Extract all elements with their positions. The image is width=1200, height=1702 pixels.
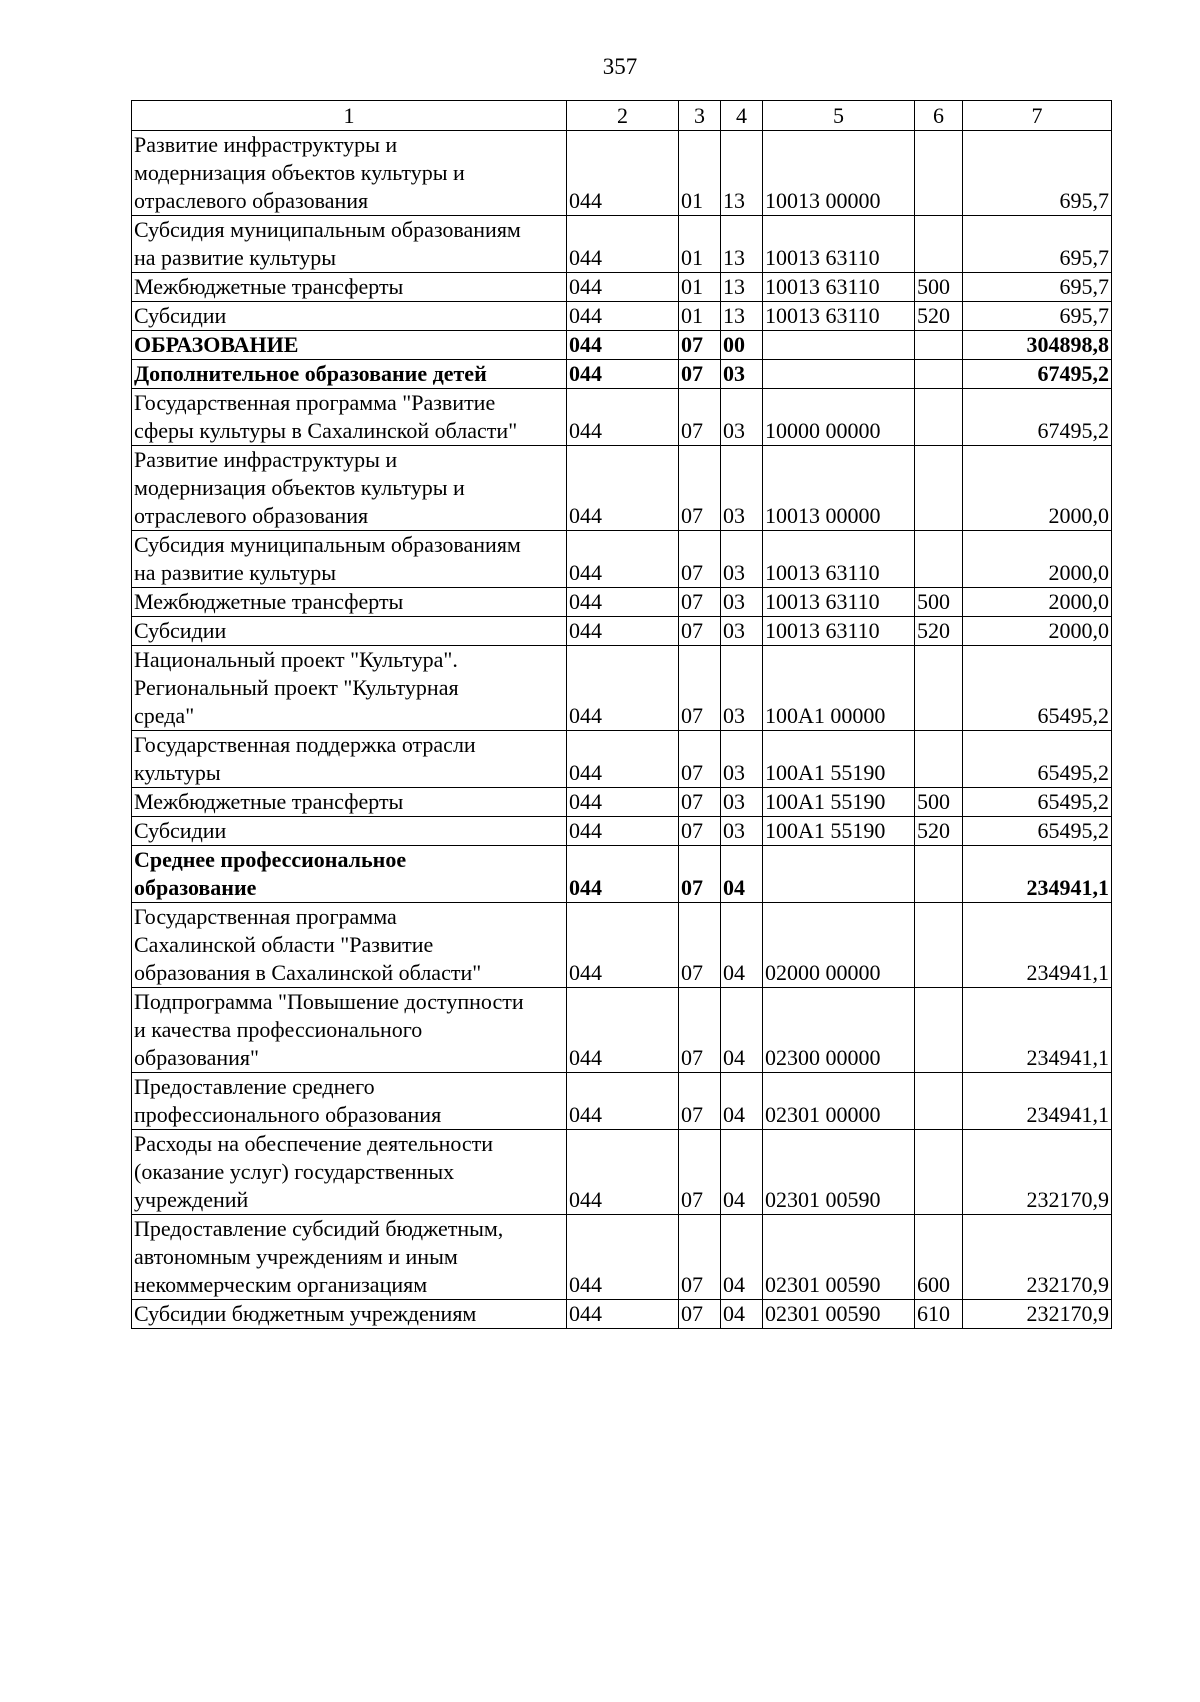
row-name-cell: Субсидия муниципальным образованиям на развитие культуры bbox=[132, 216, 567, 273]
table-row bbox=[132, 531, 1112, 588]
row-name-cell: Дополнительное образование детей bbox=[132, 360, 567, 389]
department-code-cell: 044 bbox=[567, 531, 679, 588]
department-code-cell: 044 bbox=[567, 988, 679, 1073]
section-cell: 07 bbox=[679, 988, 721, 1073]
target-article-cell bbox=[763, 331, 915, 360]
row-name-cell: Субсидии бюджетным учреждениям bbox=[132, 1300, 567, 1329]
subsection-cell: 00 bbox=[721, 331, 763, 360]
subsection-cell: 03 bbox=[721, 360, 763, 389]
table-row bbox=[132, 617, 1112, 646]
target-article-cell: 10013 63110 bbox=[763, 302, 915, 331]
section-cell: 07 bbox=[679, 788, 721, 817]
expense-type-cell: 610 bbox=[915, 1300, 963, 1329]
table-row bbox=[132, 331, 1112, 360]
subsection-cell: 03 bbox=[721, 646, 763, 731]
target-article-cell: 02301 00590 bbox=[763, 1300, 915, 1329]
expense-type-cell bbox=[915, 1130, 963, 1215]
expense-type-cell bbox=[915, 216, 963, 273]
subsection-cell: 03 bbox=[721, 788, 763, 817]
department-code-cell: 044 bbox=[567, 1215, 679, 1300]
row-name-cell: Государственная программа Сахалинской области "Развитие образования в Сахалинской области" bbox=[132, 903, 567, 988]
department-code-cell: 044 bbox=[567, 617, 679, 646]
table-row bbox=[132, 1130, 1112, 1215]
amount-cell: 65495,2 bbox=[963, 788, 1112, 817]
target-article-cell: 100A1 55190 bbox=[763, 788, 915, 817]
expense-type-cell bbox=[915, 531, 963, 588]
row-name-cell: Субсидии bbox=[132, 617, 567, 646]
expense-type-cell: 520 bbox=[915, 817, 963, 846]
department-code-cell: 044 bbox=[567, 216, 679, 273]
amount-cell: 65495,2 bbox=[963, 731, 1112, 788]
target-article-cell: 10000 00000 bbox=[763, 389, 915, 446]
subsection-cell: 13 bbox=[721, 216, 763, 273]
target-article-cell: 10013 63110 bbox=[763, 617, 915, 646]
target-article-cell: 10013 63110 bbox=[763, 588, 915, 617]
section-cell: 07 bbox=[679, 331, 721, 360]
target-article-cell bbox=[763, 360, 915, 389]
amount-cell: 695,7 bbox=[963, 216, 1112, 273]
section-cell: 07 bbox=[679, 903, 721, 988]
amount-cell: 232170,9 bbox=[963, 1215, 1112, 1300]
target-article-cell: 10013 00000 bbox=[763, 131, 915, 216]
subsection-cell: 03 bbox=[721, 588, 763, 617]
table-row bbox=[132, 988, 1112, 1073]
table-row bbox=[132, 1300, 1112, 1329]
target-article-cell: 10013 63110 bbox=[763, 273, 915, 302]
section-cell: 07 bbox=[679, 1073, 721, 1130]
table-row bbox=[132, 216, 1112, 273]
row-name-cell: Предоставление субсидий бюджетным, автономным учреждениям и иным некоммерческим организациям bbox=[132, 1215, 567, 1300]
expense-type-cell bbox=[915, 646, 963, 731]
expense-type-cell: 520 bbox=[915, 617, 963, 646]
subsection-cell: 04 bbox=[721, 903, 763, 988]
subsection-cell: 13 bbox=[721, 131, 763, 216]
department-code-cell: 044 bbox=[567, 846, 679, 903]
subsection-cell: 04 bbox=[721, 1130, 763, 1215]
subsection-cell: 03 bbox=[721, 617, 763, 646]
expense-type-cell: 600 bbox=[915, 1215, 963, 1300]
header-cell: 6 bbox=[915, 101, 963, 131]
table-row bbox=[132, 588, 1112, 617]
subsection-cell: 03 bbox=[721, 446, 763, 531]
department-code-cell: 044 bbox=[567, 588, 679, 617]
row-name-cell: Национальный проект "Культура". Региональный проект "Культурная среда" bbox=[132, 646, 567, 731]
expense-type-cell bbox=[915, 331, 963, 360]
subsection-cell: 03 bbox=[721, 531, 763, 588]
section-cell: 07 bbox=[679, 1130, 721, 1215]
department-code-cell: 044 bbox=[567, 788, 679, 817]
budget-table bbox=[131, 100, 1112, 1329]
header-row bbox=[132, 101, 1112, 131]
department-code-cell: 044 bbox=[567, 389, 679, 446]
department-code-cell: 044 bbox=[567, 131, 679, 216]
target-article-cell: 100A1 55190 bbox=[763, 817, 915, 846]
header-cell: 3 bbox=[679, 101, 721, 131]
target-article-cell: 10013 00000 bbox=[763, 446, 915, 531]
row-name-cell: Субсидии bbox=[132, 817, 567, 846]
row-name-cell: Государственная поддержка отрасли культуры bbox=[132, 731, 567, 788]
section-cell: 07 bbox=[679, 360, 721, 389]
subsection-cell: 04 bbox=[721, 1215, 763, 1300]
table-row bbox=[132, 788, 1112, 817]
row-name-cell: Расходы на обеспечение деятельности (оказание услуг) государственных учреждений bbox=[132, 1130, 567, 1215]
expense-type-cell bbox=[915, 131, 963, 216]
row-name-cell: Государственная программа "Развитие сферы культуры в Сахалинской области" bbox=[132, 389, 567, 446]
amount-cell: 234941,1 bbox=[963, 903, 1112, 988]
table-row bbox=[132, 903, 1112, 988]
table-row bbox=[132, 846, 1112, 903]
page-number: 357 bbox=[602, 54, 638, 79]
expense-type-cell: 500 bbox=[915, 588, 963, 617]
row-name-cell: Субсидия муниципальным образованиям на развитие культуры bbox=[132, 531, 567, 588]
table-row bbox=[132, 731, 1112, 788]
amount-cell: 695,7 bbox=[963, 131, 1112, 216]
row-name-cell: Среднее профессиональное образование bbox=[132, 846, 567, 903]
row-name-cell: Межбюджетные трансферты bbox=[132, 588, 567, 617]
target-article-cell: 02301 00590 bbox=[763, 1215, 915, 1300]
header-cell: 1 bbox=[132, 101, 567, 131]
department-code-cell: 044 bbox=[567, 273, 679, 302]
subsection-cell: 13 bbox=[721, 273, 763, 302]
amount-cell: 2000,0 bbox=[963, 531, 1112, 588]
table-row bbox=[132, 131, 1112, 216]
row-name-cell: Межбюджетные трансферты bbox=[132, 273, 567, 302]
expense-type-cell bbox=[915, 360, 963, 389]
row-name-cell: Развитие инфраструктуры и модернизация объектов культуры и отраслевого образования bbox=[132, 131, 567, 216]
target-article-cell: 02301 00000 bbox=[763, 1073, 915, 1130]
amount-cell: 67495,2 bbox=[963, 389, 1112, 446]
subsection-cell: 03 bbox=[721, 389, 763, 446]
subsection-cell: 04 bbox=[721, 1300, 763, 1329]
header-cell: 7 bbox=[963, 101, 1112, 131]
target-article-cell: 10013 63110 bbox=[763, 531, 915, 588]
section-cell: 07 bbox=[679, 389, 721, 446]
department-code-cell: 044 bbox=[567, 360, 679, 389]
amount-cell: 234941,1 bbox=[963, 846, 1112, 903]
target-article-cell: 02000 00000 bbox=[763, 903, 915, 988]
row-name-cell: Развитие инфраструктуры и модернизация объектов культуры и отраслевого образования bbox=[132, 446, 567, 531]
header-cell: 2 bbox=[567, 101, 679, 131]
amount-cell: 2000,0 bbox=[963, 588, 1112, 617]
amount-cell: 65495,2 bbox=[963, 817, 1112, 846]
expense-type-cell bbox=[915, 903, 963, 988]
row-name-cell: Предоставление среднего профессионального образования bbox=[132, 1073, 567, 1130]
section-cell: 07 bbox=[679, 1215, 721, 1300]
amount-cell: 2000,0 bbox=[963, 617, 1112, 646]
department-code-cell: 044 bbox=[567, 331, 679, 360]
expense-type-cell: 500 bbox=[915, 788, 963, 817]
subsection-cell: 03 bbox=[721, 731, 763, 788]
department-code-cell: 044 bbox=[567, 446, 679, 531]
table-row bbox=[132, 360, 1112, 389]
amount-cell: 695,7 bbox=[963, 302, 1112, 331]
department-code-cell: 044 bbox=[567, 731, 679, 788]
expense-type-cell bbox=[915, 1073, 963, 1130]
table-row bbox=[132, 1215, 1112, 1300]
amount-cell: 65495,2 bbox=[963, 646, 1112, 731]
section-cell: 01 bbox=[679, 302, 721, 331]
expense-type-cell bbox=[915, 446, 963, 531]
section-cell: 07 bbox=[679, 731, 721, 788]
row-name-cell: ОБРАЗОВАНИЕ bbox=[132, 331, 567, 360]
amount-cell: 234941,1 bbox=[963, 1073, 1112, 1130]
subsection-cell: 13 bbox=[721, 302, 763, 331]
table-row bbox=[132, 302, 1112, 331]
header-cell: 5 bbox=[763, 101, 915, 131]
subsection-cell: 04 bbox=[721, 1073, 763, 1130]
table-row bbox=[132, 1073, 1112, 1130]
row-name-cell: Подпрограмма "Повышение доступности и качества профессионального образования" bbox=[132, 988, 567, 1073]
subsection-cell: 03 bbox=[721, 817, 763, 846]
department-code-cell: 044 bbox=[567, 817, 679, 846]
amount-cell: 2000,0 bbox=[963, 446, 1112, 531]
target-article-cell: 02301 00590 bbox=[763, 1130, 915, 1215]
target-article-cell: 100A1 55190 bbox=[763, 731, 915, 788]
header-cell: 4 bbox=[721, 101, 763, 131]
section-cell: 01 bbox=[679, 131, 721, 216]
department-code-cell: 044 bbox=[567, 1300, 679, 1329]
expense-type-cell bbox=[915, 389, 963, 446]
section-cell: 07 bbox=[679, 588, 721, 617]
table-row bbox=[132, 273, 1112, 302]
table-row bbox=[132, 446, 1112, 531]
department-code-cell: 044 bbox=[567, 903, 679, 988]
row-name-cell: Межбюджетные трансферты bbox=[132, 788, 567, 817]
section-cell: 07 bbox=[679, 817, 721, 846]
expense-type-cell bbox=[915, 988, 963, 1073]
section-cell: 07 bbox=[679, 646, 721, 731]
expense-type-cell bbox=[915, 846, 963, 903]
section-cell: 07 bbox=[679, 617, 721, 646]
amount-cell: 232170,9 bbox=[963, 1130, 1112, 1215]
department-code-cell: 044 bbox=[567, 302, 679, 331]
expense-type-cell bbox=[915, 731, 963, 788]
subsection-cell: 04 bbox=[721, 988, 763, 1073]
amount-cell: 234941,1 bbox=[963, 988, 1112, 1073]
section-cell: 01 bbox=[679, 273, 721, 302]
amount-cell: 232170,9 bbox=[963, 1300, 1112, 1329]
section-cell: 07 bbox=[679, 846, 721, 903]
section-cell: 07 bbox=[679, 531, 721, 588]
table-row bbox=[132, 389, 1112, 446]
target-article-cell bbox=[763, 846, 915, 903]
target-article-cell: 02300 00000 bbox=[763, 988, 915, 1073]
section-cell: 07 bbox=[679, 446, 721, 531]
department-code-cell: 044 bbox=[567, 1073, 679, 1130]
amount-cell: 304898,8 bbox=[963, 331, 1112, 360]
expense-type-cell: 520 bbox=[915, 302, 963, 331]
section-cell: 01 bbox=[679, 216, 721, 273]
target-article-cell: 10013 63110 bbox=[763, 216, 915, 273]
amount-cell: 67495,2 bbox=[963, 360, 1112, 389]
amount-cell: 695,7 bbox=[963, 273, 1112, 302]
target-article-cell: 100A1 00000 bbox=[763, 646, 915, 731]
section-cell: 07 bbox=[679, 1300, 721, 1329]
department-code-cell: 044 bbox=[567, 1130, 679, 1215]
row-name-cell: Субсидии bbox=[132, 302, 567, 331]
subsection-cell: 04 bbox=[721, 846, 763, 903]
department-code-cell: 044 bbox=[567, 646, 679, 731]
table-row bbox=[132, 646, 1112, 731]
expense-type-cell: 500 bbox=[915, 273, 963, 302]
table-row bbox=[132, 817, 1112, 846]
